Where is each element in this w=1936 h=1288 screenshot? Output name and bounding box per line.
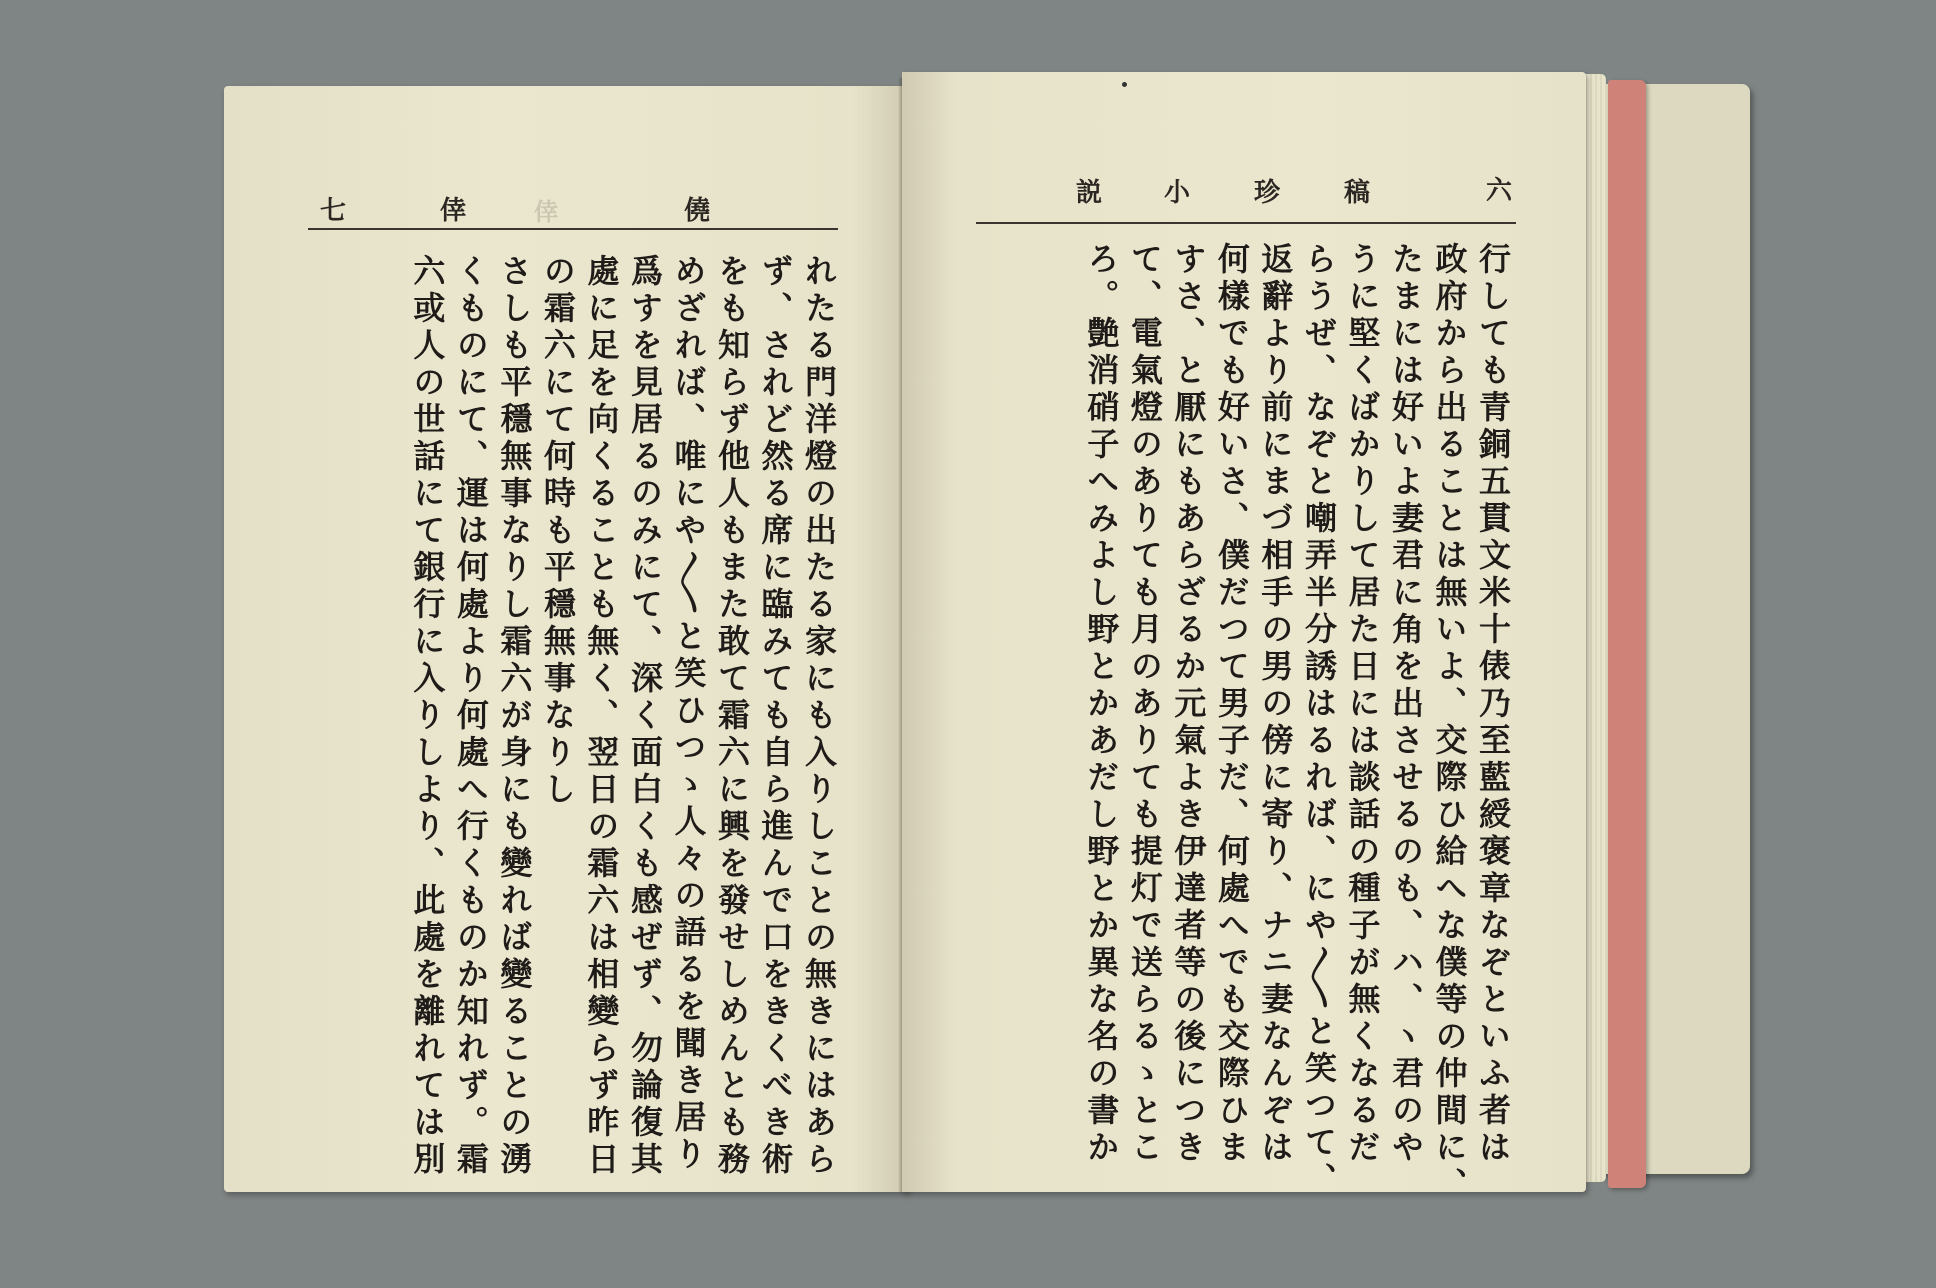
book-cover-pink [1608,80,1646,1188]
text-line: さしも平穩無事なりし霜六が身にも變れば變ることの湧 [495,254,534,1179]
text-line: 何樣でも好いさ、僕だつて男子だ、何處へでも交際ひま [1212,242,1251,1167]
text-line: 返辭より前にまづ相手の男の傍に寄り、ナニ妻なんぞは [1256,242,1295,1167]
text-line: をも知らず他人もまた敢て霜六に興を發せしめんとも務 [712,254,751,1179]
left-page [224,86,908,1192]
text-line: れたる門洋燈の出たる家にも入りしことの無きにはあら [800,254,838,1179]
text-line: 爲すを見居るのみにて、深く面白くも感ぜず、勿論復其 [625,254,664,1179]
text-line: て、電氣燈のありても月のありても提灯で送らるゝとこ [1125,242,1164,1167]
text-line: の霜六にて何時も平穩無事なりし [538,254,577,809]
text-line: 政府から出ることは無いよ、交際ひ給へな僕等の仲間に、 [1430,242,1469,1204]
right-body-text [974,242,1514,1204]
text-line: 處に足を向くることも無く、翌日の霜六は相變らず昨日 [582,254,621,1179]
right-header-char-4: 説 [1076,178,1103,208]
left-header-title-b: 倖 [440,196,467,226]
text-line: くものにて、運は何處より何處へ行くものか知れず。霜 [451,254,490,1179]
right-page-number: 六 [1486,176,1513,206]
text-line: うに堅くばかりして居た日には談話の種子が無くなるだ [1343,242,1382,1167]
text-line: すさ、と厭にもあらざるか元氣よき伊達者等の後につき [1169,242,1208,1167]
page-mark-dot [1122,82,1127,87]
left-header-rule [308,228,838,230]
right-header-char-1: 稿 [1344,178,1371,208]
text-line: 六或人の世話にて銀行に入りしより、此處を離れては別 [408,254,447,1179]
left-body-text [320,254,840,1179]
text-line: たまには好いよ妻君に角を出させるのも、ハ、ヽ君のや [1386,242,1425,1167]
left-page-number: 七 [320,196,347,226]
text-line: ず、されど然る席に臨みても自ら進んで口をきくべき術 [756,254,795,1179]
left-header-ghost-a: 倖 [534,197,558,226]
right-header-char-3: 小 [1164,178,1191,208]
right-header-rule [976,222,1516,224]
text-line: らうぜ、なぞと嘲弄半分誘はるれば、にや〱と笑つて、 [1299,242,1338,1199]
text-line: 行しても青銅五貫文米十俵乃至藍綬褒章なぞといふ者は [1474,242,1512,1167]
text-line: めざれば、唯にや〱と笑ひつゝ人々の語るを聞き居り [669,254,708,1174]
right-header-char-2: 珍 [1254,178,1281,208]
text-line: ろ。艶消硝子へみよし野とかあだし野とか異な名の書か [1082,242,1121,1167]
right-page [902,72,1586,1204]
left-header-title: 僥 [684,196,711,226]
